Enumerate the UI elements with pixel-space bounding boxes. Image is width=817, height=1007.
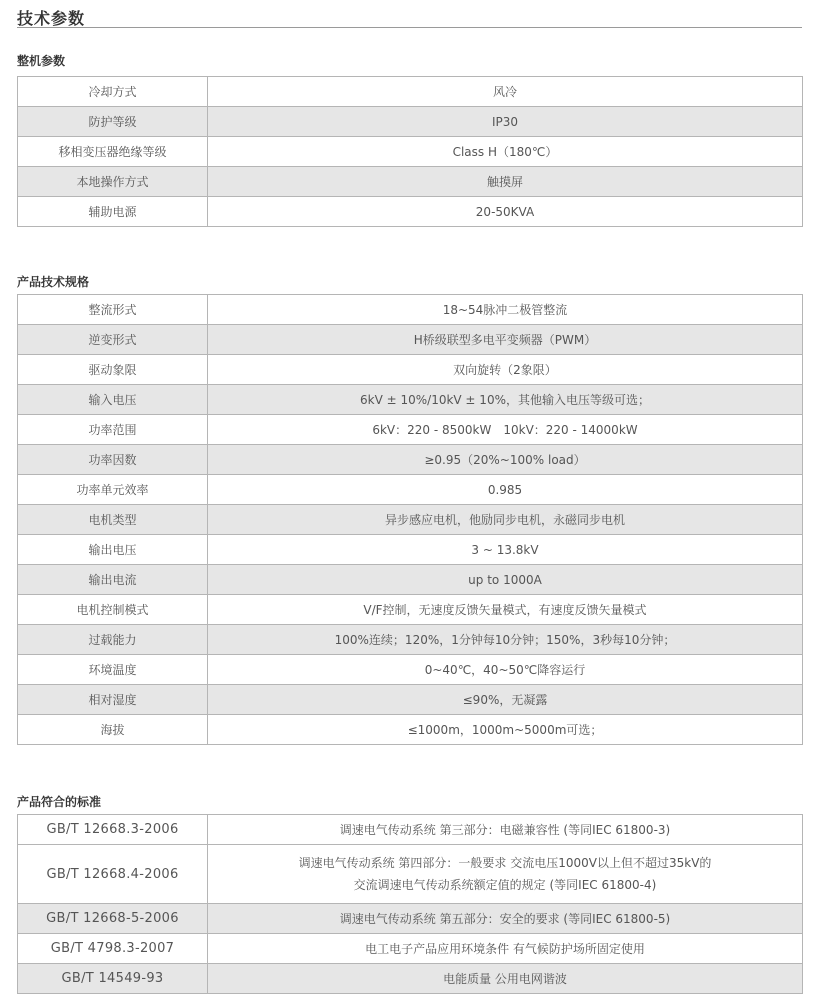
table-row xyxy=(18,904,803,934)
table-row xyxy=(18,934,803,964)
spec-label: 海拔 xyxy=(18,715,208,745)
table-row xyxy=(18,197,803,227)
standard-code: GB/T 12668.3-2006 xyxy=(18,815,208,845)
spec-value: 6kV ± 10%/10kV ± 10%，其他输入电压等级可选； xyxy=(208,385,803,415)
section-title-standards: 产品符合的标准 xyxy=(17,795,102,809)
table-row xyxy=(18,655,803,685)
spec-label: 过载能力 xyxy=(18,625,208,655)
table-row xyxy=(18,445,803,475)
param-label: 冷却方式 xyxy=(18,77,208,107)
table-row xyxy=(18,845,803,904)
param-value: 触摸屏 xyxy=(208,167,803,197)
table-row xyxy=(18,715,803,745)
spec-value: 0.985 xyxy=(208,475,803,505)
spec-label: 驱动象限 xyxy=(18,355,208,385)
table-row xyxy=(18,325,803,355)
table-row xyxy=(18,964,803,994)
table-row xyxy=(18,565,803,595)
spec-label: 输出电压 xyxy=(18,535,208,565)
spec-value: ≤1000m，1000m~5000m可选； xyxy=(208,715,803,745)
standard-description: 调速电气传动系统 第三部分：电磁兼容性 (等同IEC 61800-3) xyxy=(208,815,803,845)
spec-value: ≥0.95（20%~100% load） xyxy=(208,445,803,475)
machine-params-table xyxy=(17,76,803,227)
standard-description: 调速电气传动系统 第五部分：安全的要求 (等同IEC 61800-5) xyxy=(208,904,803,934)
param-value: 20-50KVA xyxy=(208,197,803,227)
param-value: IP30 xyxy=(208,107,803,137)
standard-description xyxy=(208,845,803,904)
standard-description: 电能质量 公用电网谐波 xyxy=(208,964,803,994)
table-row xyxy=(18,385,803,415)
spec-label: 电机类型 xyxy=(18,505,208,535)
table-row xyxy=(18,355,803,385)
spec-value: 异步感应电机，他励同步电机，永磁同步电机 xyxy=(208,505,803,535)
spec-label: 电机控制模式 xyxy=(18,595,208,625)
table-row xyxy=(18,625,803,655)
table-row xyxy=(18,137,803,167)
spec-value: 18~54脉冲二极管整流 xyxy=(208,295,803,325)
standard-description-line1: 调速电气传动系统 第四部分：一般要求 交流电压1000V以上但不超过35kV的 xyxy=(298,856,712,870)
table-row xyxy=(18,415,803,445)
table-row xyxy=(18,815,803,845)
standard-description-line2: 交流调速电气传动系统额定值的规定 (等同IEC 61800-4) xyxy=(353,878,657,892)
standard-code: GB/T 12668.4-2006 xyxy=(18,845,208,904)
spec-value: ≤90%，无凝露 xyxy=(208,685,803,715)
spec-value: H桥级联型多电平变频器（PWM） xyxy=(208,325,803,355)
page-title: 技术参数 xyxy=(17,9,86,28)
spec-label: 环境温度 xyxy=(18,655,208,685)
spec-value: 100%连续；120%，1分钟每10分钟；150%，3秒每10分钟； xyxy=(208,625,803,655)
table-row xyxy=(18,535,803,565)
table-row xyxy=(18,475,803,505)
spec-value: 双向旋转（2象限） xyxy=(208,355,803,385)
param-label: 辅助电源 xyxy=(18,197,208,227)
spec-label: 整流形式 xyxy=(18,295,208,325)
param-value: 风冷 xyxy=(208,77,803,107)
table-row xyxy=(18,167,803,197)
spec-label: 输出电流 xyxy=(18,565,208,595)
table-row xyxy=(18,295,803,325)
standard-code: GB/T 14549-93 xyxy=(18,964,208,994)
spec-label: 输入电压 xyxy=(18,385,208,415)
spec-value: 6kV：220 - 8500kW 10kV：220 - 14000kW xyxy=(208,415,803,445)
section-title-tech-specs: 产品技术规格 xyxy=(17,275,90,289)
spec-label: 功率因数 xyxy=(18,445,208,475)
title-divider xyxy=(17,27,802,28)
param-value: Class H（180℃） xyxy=(208,137,803,167)
spec-label: 逆变形式 xyxy=(18,325,208,355)
standard-description: 电工电子产品应用环境条件 有气候防护场所固定使用 xyxy=(208,934,803,964)
table-row xyxy=(18,685,803,715)
section-title-machine-params: 整机参数 xyxy=(17,54,66,68)
table-row xyxy=(18,595,803,625)
standard-code: GB/T 4798.3-2007 xyxy=(18,934,208,964)
spec-label: 功率范围 xyxy=(18,415,208,445)
table-row xyxy=(18,505,803,535)
tech-specs-table xyxy=(17,294,803,745)
spec-value: up to 1000A xyxy=(208,565,803,595)
spec-label: 相对湿度 xyxy=(18,685,208,715)
param-label: 防护等级 xyxy=(18,107,208,137)
spec-value: V/F控制，无速度反馈矢量模式，有速度反馈矢量模式 xyxy=(208,595,803,625)
table-row xyxy=(18,77,803,107)
param-label: 移相变压器绝缘等级 xyxy=(18,137,208,167)
spec-value: 0~40℃，40~50℃降容运行 xyxy=(208,655,803,685)
standards-table xyxy=(17,814,803,994)
table-row xyxy=(18,107,803,137)
spec-value: 3 ~ 13.8kV xyxy=(208,535,803,565)
standard-code: GB/T 12668-5-2006 xyxy=(18,904,208,934)
param-label: 本地操作方式 xyxy=(18,167,208,197)
spec-label: 功率单元效率 xyxy=(18,475,208,505)
